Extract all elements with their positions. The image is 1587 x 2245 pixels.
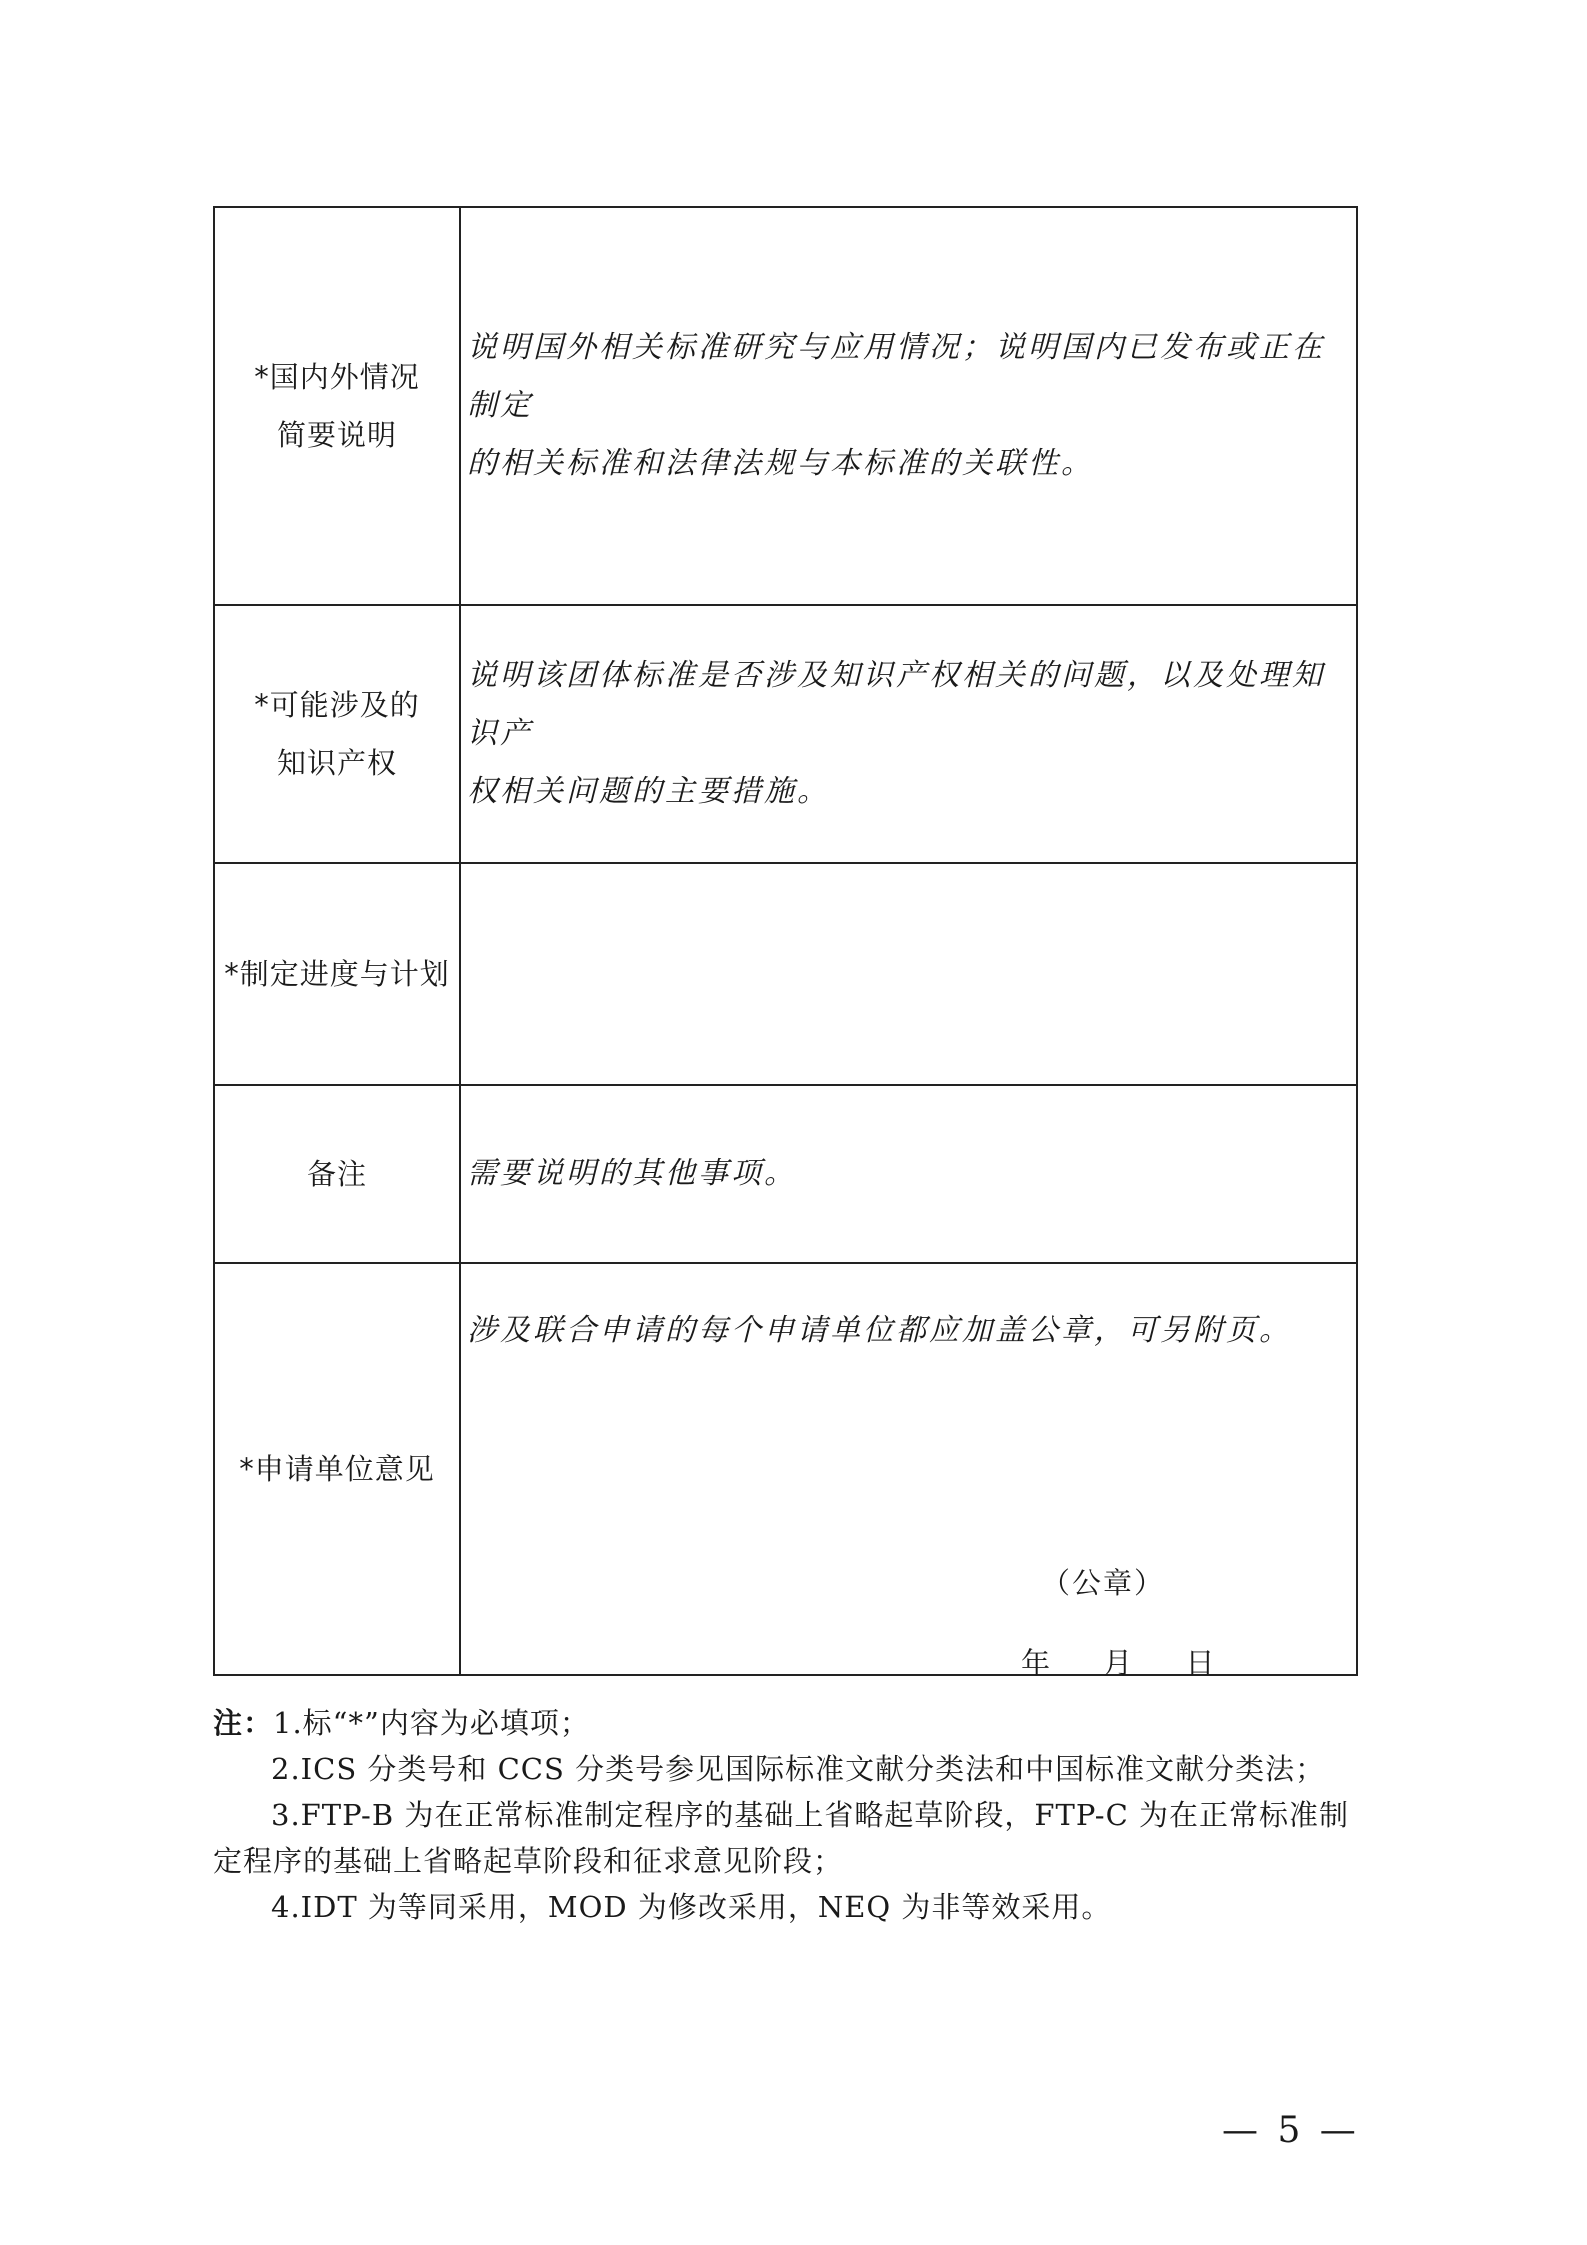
row-label — [214, 1263, 460, 1675]
row-content[interactable] — [460, 1085, 1357, 1263]
note-item: 定程序的基础上省略起草阶段和征求意见阶段； — [213, 1844, 844, 1878]
content-line: 说明国外相关标准研究与应用情况；说明国内已发布或正在制定 — [467, 330, 1325, 423]
date-year: 年 — [1021, 1646, 1054, 1680]
row-label-line: 备注 — [306, 1157, 367, 1191]
content-line: 说明该团体标准是否涉及知识产权相关的问题，以及处理知识产 — [467, 658, 1325, 751]
notes-prefix: 注： — [213, 1706, 274, 1740]
content-line: 需要说明的其他事项。 — [467, 1156, 797, 1191]
application-form-table — [213, 206, 1358, 1680]
row-label-line: *可能涉及的 — [254, 688, 420, 722]
table-row-remarks — [214, 1085, 1357, 1263]
note-item: 3.FTP-B 为在正常标准制定程序的基础上省略起草阶段，FTP-C 为在正常标准制 — [271, 1798, 1349, 1832]
row-label-line: *国内外情况 — [254, 360, 420, 394]
table-row-intellectual-property — [214, 605, 1357, 863]
page-number: — 5 — — [1222, 2110, 1360, 2151]
row-label-line: 简要说明 — [276, 418, 397, 452]
content-line: 涉及联合申请的每个申请单位都应加盖公章，可另附页。 — [467, 1313, 1292, 1348]
table-row-schedule-plan — [214, 863, 1357, 1085]
content-line: 权相关问题的主要措施。 — [467, 774, 830, 809]
row-label-line: 知识产权 — [276, 746, 397, 780]
row-label — [214, 1085, 460, 1263]
note-item: 4.IDT 为等同采用，MOD 为修改采用，NEQ 为非等效采用。 — [271, 1890, 1112, 1924]
note-item: 2.ICS 分类号和 CCS 分类号参见国际标准文献分类法和中国标准文献分类法； — [271, 1752, 1326, 1786]
row-label-line: *制定进度与计划 — [224, 957, 450, 991]
row-content[interactable] — [460, 863, 1357, 1085]
row-content[interactable] — [460, 1263, 1357, 1680]
row-label-line: *申请单位意见 — [239, 1452, 435, 1486]
note-text: 1.标“*”内容为必填项； — [273, 1706, 590, 1740]
content-line: 的相关标准和法律法规与本标准的关联性。 — [467, 446, 1094, 481]
date-day: 日 — [1185, 1646, 1218, 1680]
row-label — [214, 605, 460, 863]
table-row-domestic-foreign-status — [214, 207, 1357, 605]
date-month: 月 — [1103, 1646, 1136, 1680]
row-content[interactable] — [460, 605, 1357, 863]
table-row-applicant-opinion — [214, 1263, 1357, 1675]
footnotes — [213, 1700, 1413, 1930]
row-label — [214, 863, 460, 1085]
row-content[interactable] — [460, 207, 1357, 605]
note-item — [213, 1700, 1413, 1746]
seal-label: （公章） — [1041, 1566, 1166, 1600]
row-label — [214, 207, 460, 605]
signature-date — [1021, 1634, 1255, 1692]
